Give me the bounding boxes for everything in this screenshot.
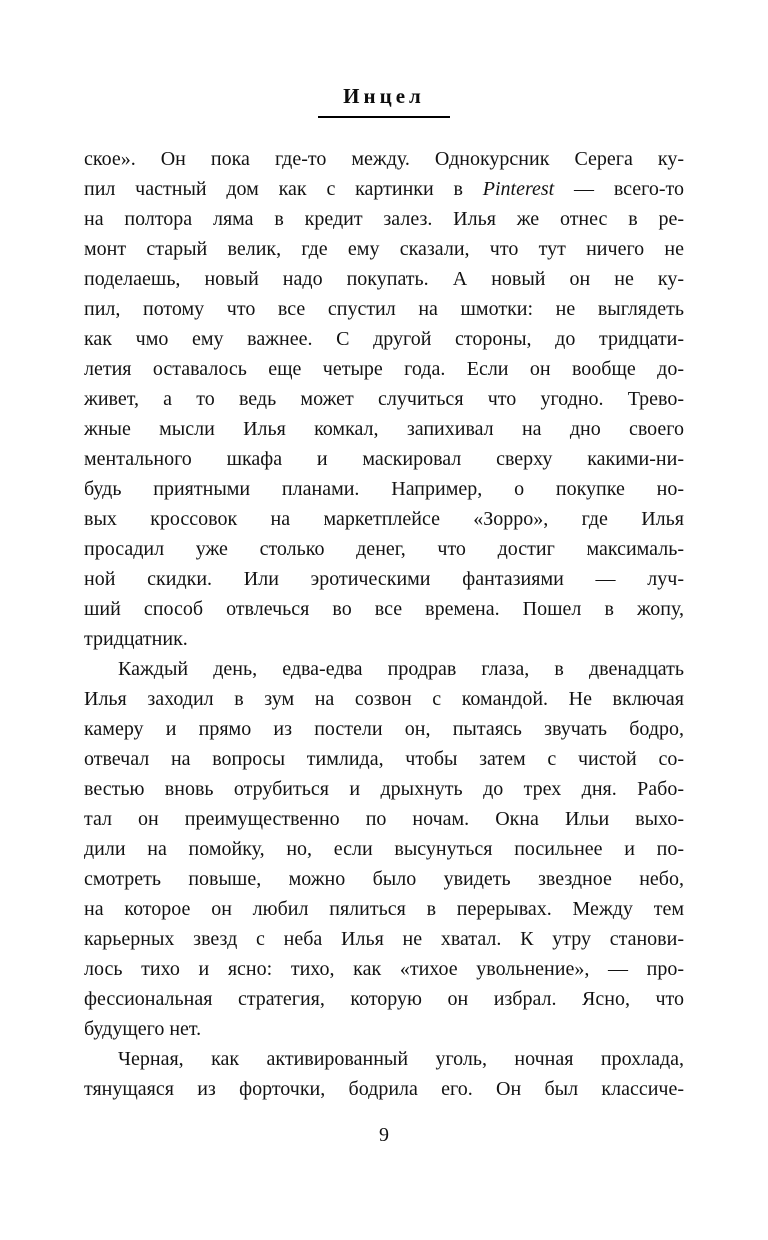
text-column [84, 144, 684, 1104]
text-line: пил, потому что все спустил на шмотки: не выглядеть [84, 298, 684, 320]
text-line: будущего нет. [84, 1018, 202, 1040]
text-line: просадил уже столько денег, что достиг максималь- [84, 538, 684, 560]
text-line: Черная, как активированный уголь, ночная прохлада, [118, 1048, 684, 1070]
text-line: тал он преимущественно по ночам. Окна Ильи выхо- [84, 808, 684, 830]
paragraph [84, 144, 684, 654]
text-line: фессиональная стратегия, которую он избрал. Ясно, что [84, 988, 684, 1010]
italic-term: Pinterest [482, 178, 555, 200]
text-line: летия оставалось еще четыре года. Если он вообще до- [84, 358, 684, 380]
text-line: Каждый день, едва-едва продрав глаза, в двенадцать [118, 658, 684, 680]
text-line: жные мысли Илья комкал, запихивал на дно своего [84, 418, 684, 440]
text-line: ское». Он пока где-то между. Однокурсник Серега ку- [84, 148, 684, 170]
text-line: карьерных звезд с неба Илья не хватал. К утру станови- [84, 928, 684, 950]
text-line: дили на помойку, но, если высунуться посильнее и по- [84, 838, 684, 860]
text-line: на которое он любил пялиться в перерывах. Между тем [84, 898, 684, 920]
text-line: монт старый велик, где ему сказали, что тут ничего не [84, 238, 684, 260]
text-line: тридцатник. [84, 628, 188, 650]
paragraph [84, 654, 684, 1044]
chapter-title: Инцел [343, 84, 425, 108]
text-line: вестью вновь отрубиться и дрыхнуть до трех дня. Рабо- [84, 778, 684, 800]
text-line: вых кроссовок на маркетплейсе «Зорро», где Илья [84, 508, 684, 530]
text-line: живет, а то ведь может случиться что угодно. Трево- [84, 388, 684, 410]
text-line: на полтора ляма в кредит залез. Илья же отнес в ре- [84, 208, 684, 230]
text-line: тянущаяся из форточки, бодрила его. Он был классиче- [84, 1078, 684, 1100]
text-line: отвечал на вопросы тимлида, чтобы затем с чистой со- [84, 748, 684, 770]
text-line: ной скидки. Или эротическими фантазиями — луч- [84, 568, 684, 590]
text-line: пил частный дом как с картинки в Pinterest — всего-то [84, 178, 685, 200]
page-header [0, 0, 768, 118]
page-number: 9 [379, 1124, 389, 1146]
text-line: камеру и прямо из постели он, пытаясь звучать бодро, [84, 718, 684, 740]
title-rule [318, 116, 450, 118]
text-line: смотреть повыше, можно было увидеть звездное небо, [84, 868, 684, 890]
text-line: как чмо ему важнее. С другой стороны, до тридцати- [84, 328, 684, 350]
text-line: Илья заходил в зум на созвон с командой. Не включая [84, 688, 684, 710]
text-line: поделаешь, новый надо покупать. А новый он не ку- [84, 268, 684, 290]
paragraph [84, 1044, 684, 1104]
text-line: ментального шкафа и маскировал сверху какими-ни- [84, 448, 684, 470]
text-line: лось тихо и ясно: тихо, как «тихое увольнение», — про- [84, 958, 684, 980]
text-line: ший способ отвлечься во все времена. Пошел в жопу, [84, 598, 684, 620]
text-line: будь приятными планами. Например, о покупке но- [84, 478, 684, 500]
